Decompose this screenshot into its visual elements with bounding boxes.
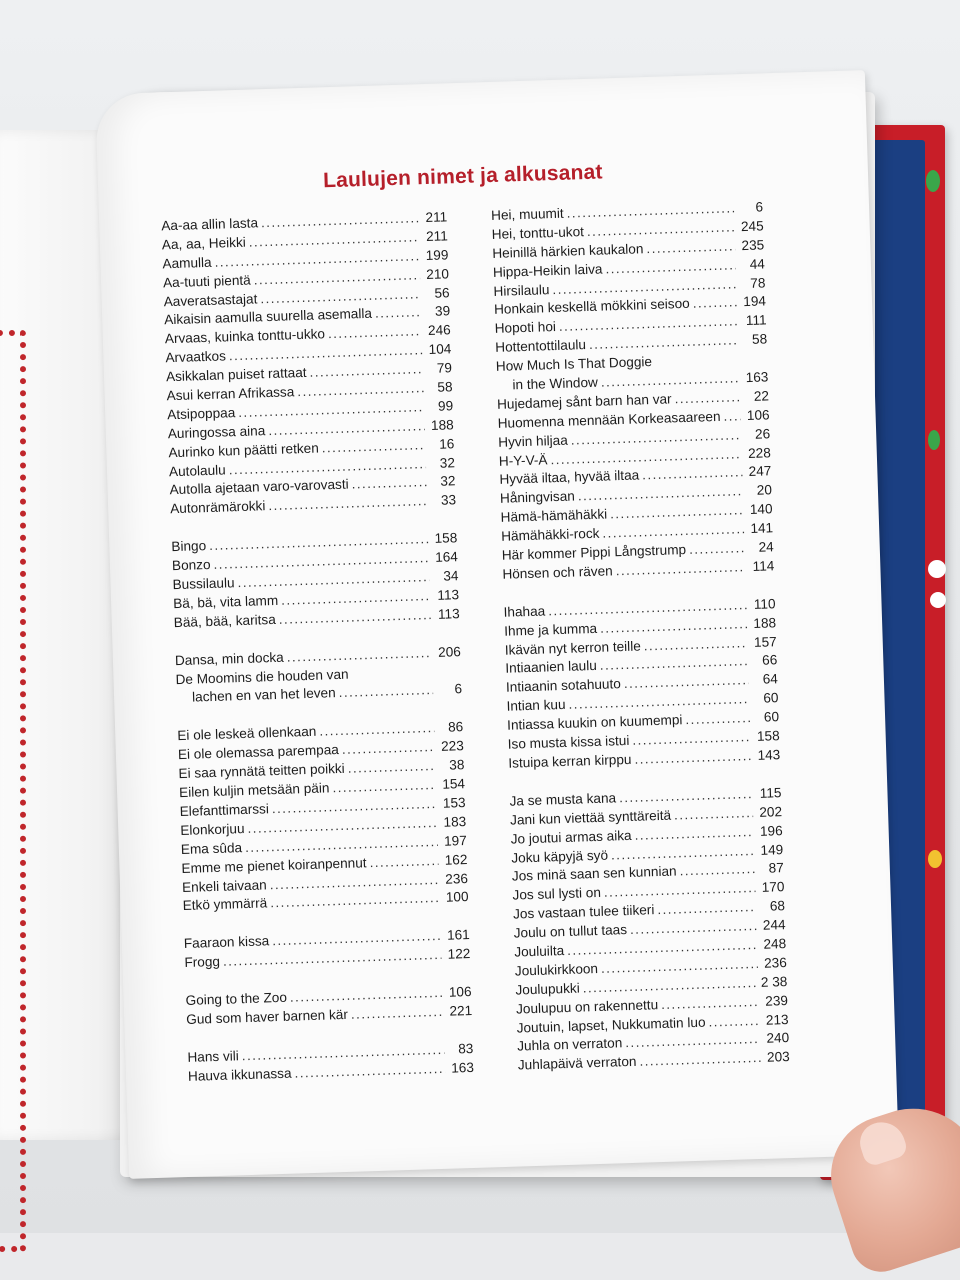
song-title: Joulupuu on rakennettu [515,996,659,1017]
song-title: Faaraon kissa [183,933,270,952]
song-title: Hauva ikkunassa [187,1065,292,1084]
song-title: Elefanttimarssi [179,801,270,819]
song-title: Håningvisan [499,488,576,507]
page-number: 213 [765,1011,789,1028]
song-title: Joulupukki [515,980,580,998]
song-title: Jos sul lysti on [512,885,602,903]
dot-leader [674,388,740,409]
dot-leader [294,1060,445,1084]
page-number: 113 [437,587,460,603]
page-number: 163 [450,1059,475,1076]
dot-leader [351,474,426,495]
page-number: 78 [750,274,766,291]
page-number: 223 [440,738,465,755]
page-number: 87 [768,860,785,876]
page-number: 68 [769,898,786,914]
song-title: Ikävän nyt kerron teille [504,638,641,658]
song-title: Joutuin, lapset, Nukkumatin luo [516,1014,706,1036]
song-title: Hämähäkki-rock [501,525,600,544]
page-number: 83 [457,1040,474,1057]
song-title: Gud som haver barnen kär [186,1006,349,1027]
index-entry-title-line: De Moomins die houden van [175,666,349,687]
song-title: Hujedamej sånt barn han var [496,391,672,412]
page-number: 114 [752,558,775,574]
song-title: in the Window [512,374,599,393]
page-number: 79 [436,360,453,376]
page-number: 240 [766,1030,790,1047]
dot-leader [375,304,422,324]
page-number: 158 [756,728,780,744]
page-number: 56 [434,284,450,301]
song-title: Hyvää iltaa, hyvää iltaa [499,467,640,488]
page-number: 188 [430,417,454,433]
index-column-left [161,208,474,1086]
song-title: Här kommer Pippi Långstrump [501,542,687,563]
page-number: 60 [763,690,779,706]
song-title: Jo joutui armas aika [510,827,632,847]
page-number: 221 [449,1002,473,1019]
page-number: 183 [443,813,467,830]
page-number: 140 [749,501,773,518]
song-title: Atsipoppaa [167,405,236,423]
page-number: 154 [442,776,466,792]
song-title: Ja se musta kana [509,790,617,809]
song-title: Auringossa aina [167,422,266,442]
page-number: 110 [753,596,776,612]
dotted-red-border [0,330,26,1252]
page-title: Laulujen nimet ja alkusanat [322,160,604,193]
page-number: 26 [754,426,771,442]
song-title: Huomenna mennään Korkeasaareen [497,408,721,431]
song-title: Eilen kuljin metsään päin [178,780,330,801]
page-number: 149 [760,841,784,858]
page-number: 157 [753,633,777,650]
song-title: Ei ole leskeä ollenkaan [177,724,317,744]
page-number: 64 [762,671,779,688]
star-icon [928,850,942,868]
dot-leader [689,539,745,560]
song-title: lachen en van het leven [191,685,336,706]
song-title: Hei, tonttu-ukot [491,223,585,242]
song-title: Bingo [171,538,207,555]
song-title: Hans vili [187,1048,240,1065]
song-title: Elonkorjuu [180,820,245,838]
page-number: 211 [425,228,449,244]
page-number: 6 [755,199,764,215]
song-title: Iso musta kissa istui [507,732,630,752]
dot-leader [679,860,755,881]
leaf-icon [926,170,940,192]
song-title: Joku käpyjä syö [511,847,609,866]
page-number: 245 [740,218,764,235]
page-number: 202 [759,803,783,820]
page-number: 247 [748,463,772,480]
song-title: Emme me pienet koiranpennut [181,854,367,876]
page-number: 248 [763,936,787,952]
page-number: 38 [449,757,465,773]
song-title: Intiaanin sotahuuto [505,676,622,696]
song-title: Autonrämärokki [169,498,266,517]
index-page [95,70,899,1179]
page-number: 100 [445,889,469,906]
dot-leader [723,407,741,426]
song-title: Hopoti hoi [494,319,557,337]
page-number: 194 [743,293,767,310]
song-title: Aa-aa allin lasta [161,215,259,234]
song-title: Intian kuu [506,697,566,715]
page-number: 199 [425,247,449,263]
page-number: 206 [437,643,462,660]
dot-leader [674,804,754,825]
song-title: Ema sûda [180,839,243,857]
page-number: 39 [434,303,451,320]
page-number: 106 [448,984,472,1000]
song-title: Jos minä saan sen kunnian [511,863,677,885]
page-number: 203 [766,1049,790,1066]
song-title: Dansa, min docka [174,649,284,668]
song-title: Asikkalan puiset rattaat [165,364,307,385]
song-title: Arvaatkos [165,348,227,366]
page-number: 170 [761,879,785,896]
page-number: 24 [758,539,774,555]
page-number: 16 [438,435,455,452]
page-number: 239 [765,992,789,1009]
song-title: Juhla on verraton [517,1035,623,1054]
page-number: 20 [756,482,773,499]
page-number: 60 [763,709,780,725]
page-number: 188 [753,614,777,631]
page-number: 58 [437,379,453,395]
page-number: 158 [434,530,458,547]
song-title: Intiaanien laulu [505,658,598,677]
song-title: Juhlapäivä verraton [517,1054,637,1073]
page-number: 235 [741,237,765,253]
song-title: Bä, bä, vita lamm [172,592,279,612]
dot-leader [369,852,438,873]
song-title: Ei saa rynnätä teitten poikki [178,761,345,782]
dot-leader [708,1011,760,1032]
song-title: Hei, muumit [490,205,564,223]
song-title: Autolaulu [168,462,226,479]
flower-icon [928,560,946,578]
song-title: Aa-tuuti pientä [162,272,251,290]
page-number: 228 [747,444,771,461]
song-title: Aikaisin aamulla suurella asemalla [164,306,373,328]
page-number: 22 [753,388,770,404]
index-entry-title-line: How Much Is That Doggie [495,354,653,375]
song-title: Aurinko kun päätti retken [168,440,319,460]
song-title: Bussilaulu [172,575,235,593]
song-title: Autolla ajetaan varo-varovasti [169,477,349,498]
page-number: 113 [437,605,460,622]
page-number: 66 [761,652,778,669]
page-number: 244 [762,917,786,933]
song-title: Istuipa kerran kirppu [508,751,632,771]
song-title: Frogg [184,954,221,971]
song-title: Ihahaa [503,603,546,620]
page-number: 236 [445,870,469,887]
song-title: Ihme ja kumma [503,620,598,639]
page-number: 141 [750,520,774,537]
leaf-icon [928,430,940,450]
song-title: Honkain keskellä mökkini seisoo [493,296,690,318]
index-column-right [491,198,790,1075]
page-number: 236 [763,954,787,971]
song-title: Arvaas, kuinka tonttu-ukko [164,326,326,347]
song-title: Hyvin hiljaa [498,432,568,450]
page-number: 111 [745,312,767,329]
page-number: 34 [443,568,459,584]
dot-leader [634,747,751,770]
song-title: Jouluilta [514,943,565,960]
page-number: 210 [426,266,450,282]
page-number: 153 [442,795,466,811]
song-title: Hirsilaulu [493,281,550,299]
dot-leader [692,294,737,314]
page-number: 196 [759,822,783,839]
page-number: 163 [745,369,769,386]
page-number: 161 [446,927,470,943]
page-number: 106 [746,407,770,423]
song-title: Heinillä härkien kaukalon [492,241,644,261]
page-number: 122 [447,946,471,962]
page-number: 164 [434,549,459,566]
song-title: Aaveratsastajat [163,290,258,309]
page-number: 99 [437,398,454,414]
page-number: 115 [759,784,782,801]
dot-leader [338,682,433,704]
page-number: 246 [427,322,451,339]
song-title: Aamulla [162,254,212,272]
page-number: 211 [425,209,448,226]
song-title: Aa, aa, Heikki [161,234,246,253]
page-number: 6 [454,681,463,697]
song-title: Joulu on tullut taas [513,922,628,941]
page-number: 32 [439,454,456,471]
song-title: H-Y-V-Ä [498,451,548,469]
page-number: 58 [751,331,768,348]
page-number: 32 [440,473,456,490]
song-title: Enkeli taivaan [181,876,267,895]
page-number: 162 [444,851,468,868]
page-number: 86 [447,719,464,735]
page-number: 2 38 [760,973,788,990]
song-title: Joulukirkkoon [514,960,599,979]
song-title: Going to the Zoo [185,989,288,1009]
dot-leader [639,1049,761,1072]
page-number: 104 [428,341,452,358]
page-number: 197 [443,832,467,849]
song-title: Asui kerran Afrikassa [166,384,295,404]
dot-leader [351,1003,444,1025]
song-title: Hönsen och räven [502,563,613,582]
song-title: Bonzo [171,557,211,574]
song-title: Intiassa kuukin on kuumempi [506,712,683,733]
flower-icon [930,592,946,608]
page-number: 44 [749,256,766,272]
song-title: Bää, bää, karitsa [173,611,276,630]
song-title: Jos vastaan tulee tiikeri [512,902,655,922]
page-number: 33 [440,492,457,509]
song-title: Hottentottilaulu [495,337,587,356]
dot-leader [685,709,750,730]
song-title: Etkö ymmärrä [182,895,268,914]
song-title: Hämä-hämähäkki [500,506,608,526]
page-number: 143 [757,747,781,763]
song-title: Hippa-Heikin laiva [492,261,603,280]
song-title: Ei ole olemassa parempaa [177,742,340,763]
song-title: Jani kun viettää synttäreitä [509,807,672,828]
